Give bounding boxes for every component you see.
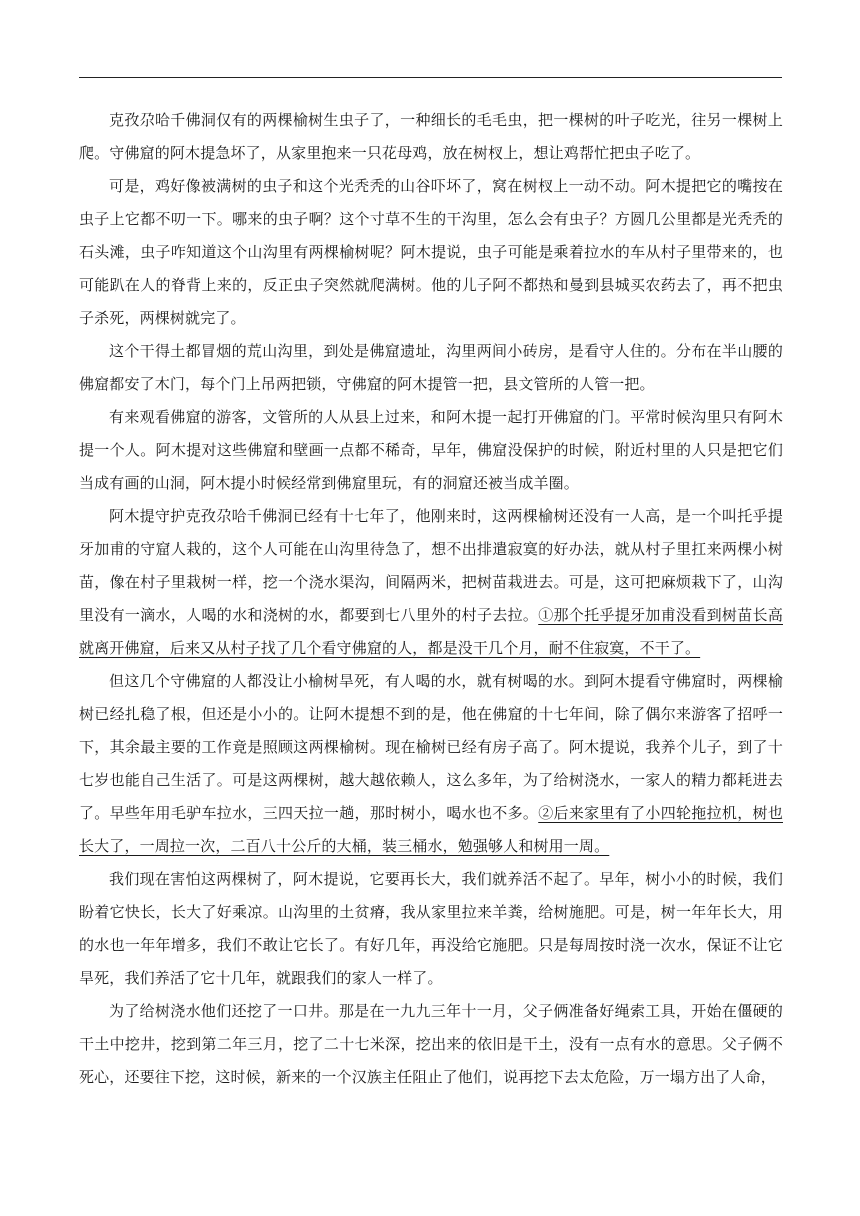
article-body (79, 104, 783, 1094)
paragraph-2 (79, 170, 783, 335)
paragraph-8 (79, 995, 783, 1094)
paragraph-5-text: 阿木提守护克孜尕哈千佛洞已经有十七年了，他刚来时，这两棵榆树还没有一人高，是一个叫托乎提牙加甫的守窟人栽的，这个人可能在山沟里待急了，想不出排遣寂寞的好办法，就从村子里扛来两棵小树苗，像在村子里栽树一样，挖一个浇水渠沟，间隔两米，把树苗栽进去。可是，这可把麻烦栽下了，山沟里没有一滴水，人喝的水和浇树的水，都要到七八里外的村子去拉。 (79, 507, 783, 624)
paragraph-6-text: 但这几个守佛窟的人都没让小榆树旱死，有人喝的水，就有树喝的水。到阿木提看守佛窟时，两棵榆树已经扎稳了根，但还是小小的。让阿木提想不到的是，他在佛窟的十七年间，除了偶尔来游客了招呼一下，其余最主要的工作竟是照顾这两棵榆树。现在榆树已经有房子高了。阿木提说，我养个儿子，到了十七岁也能自己生活了。可是这两棵树，越大越依赖人，这么多年，为了给树浇水，一家人的精力都耗进去了。早些年用毛驴车拉水，三四天拉一趟，那时树小，喝水也不多。 (79, 672, 783, 822)
paragraph-3-text: 这个干得土都冒烟的荒山沟里，到处是佛窟遗址，沟里两间小砖房，是看守人住的。分布在半山腰的佛窟都安了木门，每个门上吊两把锁，守佛窟的阿木提管一把，县文管所的人管一把。 (79, 342, 783, 393)
paragraph-1 (79, 104, 783, 170)
paragraph-8-text: 为了给树浇水他们还挖了一口井。那是在一九九三年十一月，父子俩准备好绳索工具，开始在僵硬的干土中挖井，挖到第二年三月，挖了二十七米深，挖出来的依旧是干土，没有一点有水的意思。父子俩不死心，还要往下挖，这时候，新来的一个汉族主任阻止了他们，说再挖下去太危险，万一塌方出了人命， (79, 1002, 783, 1086)
paragraph-7 (79, 863, 783, 995)
paragraph-7-text: 我们现在害怕这两棵树了，阿木提说，它要再长大，我们就养活不起了。早年，树小小的时候，我们盼着它快长，长大了好乘凉。山沟里的土贫瘠，我从家里拉来羊粪，给树施肥。可是，树一年年长大，用的水也一年年增多，我们不敢让它长了。有好几年，再没给它施肥。只是每周按时浇一次水，保证不让它旱死，我们养活了它十几年，就跟我们的家人一样了。 (79, 870, 783, 987)
paragraph-4-text: 有来观看佛窟的游客，文管所的人从县上过来，和阿木提一起打开佛窟的门。平常时候沟里只有阿木提一个人。阿木提对这些佛窟和壁画一点都不稀奇，早年，佛窟没保护的时候，附近村里的人只是把它们当成有画的山洞，阿木提小时候经常到佛窟里玩，有的洞窟还被当成羊圈。 (79, 408, 783, 492)
paragraph-4 (79, 401, 783, 500)
header-rule (79, 77, 782, 78)
paragraph-6 (79, 665, 783, 863)
underlined-sentence-1: ①那个托乎提牙加甫没看到树苗长高就离开佛窟，后来又从村子找了几个看守佛窟的人，都是没干几个月，耐不住寂寞，不干了。 (79, 606, 783, 657)
paragraph-3 (79, 335, 783, 401)
underlined-sentence-2: ②后来家里有了小四轮拖拉机，树也长大了，一周拉一次，二百八十公斤的大桶，装三桶水，勉强够人和树用一周。 (79, 804, 783, 855)
paragraph-1-text: 克孜尕哈千佛洞仅有的两棵榆树生虫子了，一种细长的毛毛虫，把一棵树的叶子吃光，往另一棵树上爬。守佛窟的阿木提急坏了，从家里抱来一只花母鸡，放在树杈上，想让鸡帮忙把虫子吃了。 (79, 111, 783, 162)
paragraph-2-text: 可是，鸡好像被满树的虫子和这个光秃秃的山谷吓坏了，窝在树杈上一动不动。阿木提把它的嘴按在虫子上它都不叨一下。哪来的虫子啊？这个寸草不生的干沟里，怎么会有虫子？方圆几公里都是光秃秃的石头滩，虫子咋知道这个山沟里有两棵榆树呢？阿木提说，虫子可能是乘着拉水的车从村子里带来的，也可能趴在人的脊背上来的，反正虫子突然就爬满树。他的儿子阿不都热和曼到县城买农药去了，再不把虫子杀死，两棵树就完了。 (79, 177, 783, 327)
paragraph-5 (79, 500, 783, 665)
